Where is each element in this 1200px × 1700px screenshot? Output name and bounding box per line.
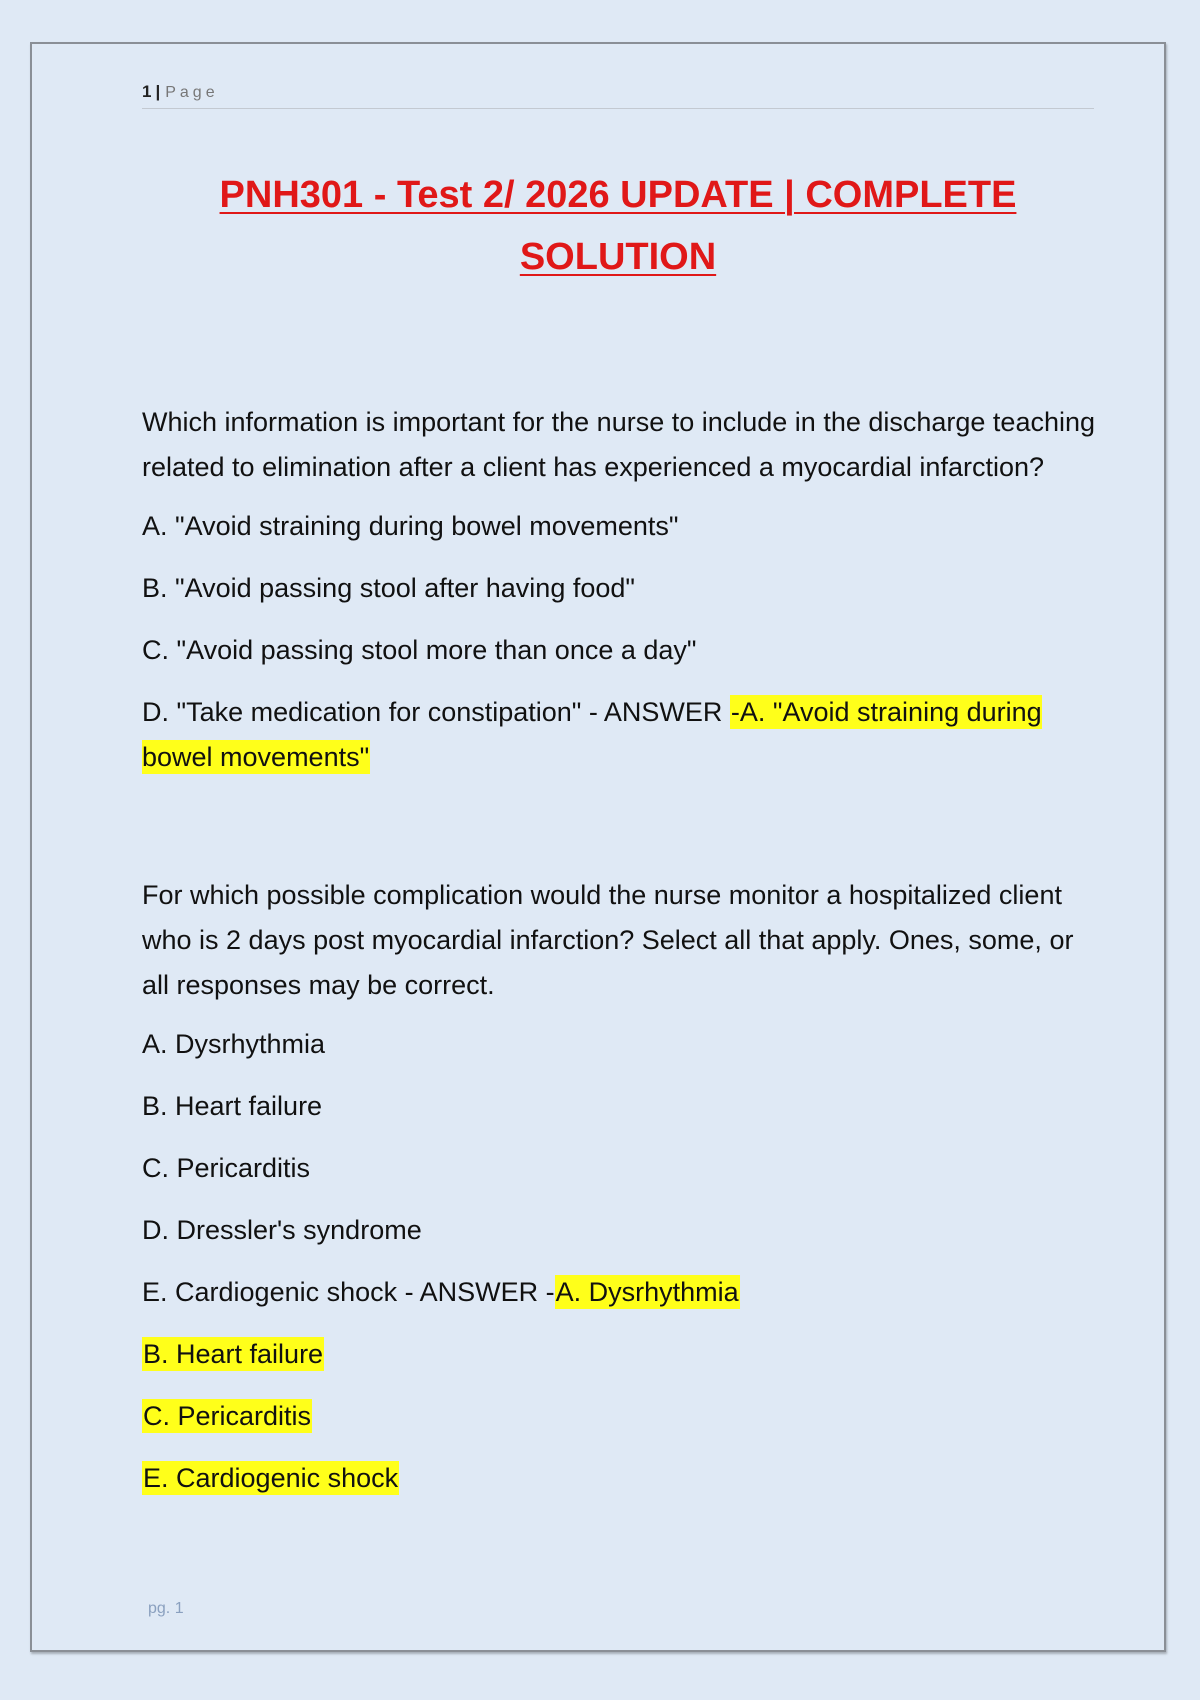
header-page-number: 1 [142, 82, 153, 101]
header-page-word: Page [165, 84, 219, 101]
answer-line [142, 1332, 1102, 1377]
option-c: C. Pericarditis [142, 1153, 311, 1183]
document-title: PNH301 - Test 2/ 2026 UPDATE | COMPLETE SOLUTION [219, 174, 1017, 278]
option-a: A. "Avoid straining during bowel movements" [142, 511, 679, 541]
question-spacer [142, 797, 1102, 873]
option-b: B. "Avoid passing stool after having food" [142, 573, 635, 603]
answer-line [142, 1456, 1102, 1501]
question-block-2 [142, 873, 1102, 1501]
page-footer: pg. 1 [148, 1600, 184, 1617]
document-body [142, 400, 1102, 1518]
question-text: Which information is important for the nurse to include in the discharge teaching related to elimination after a client has experienced a myocardial infarction? [142, 407, 1096, 482]
option-e [142, 1270, 1102, 1315]
answer-line [142, 1394, 1102, 1439]
document-page [30, 42, 1166, 1652]
answer-highlight: -A. "Avoid straining during bowel movements" [142, 697, 1042, 772]
option-b: B. Heart failure [142, 1091, 323, 1121]
question-block-1 [142, 400, 1102, 780]
option-e-text: E. Cardiogenic shock - ANSWER - [142, 1277, 555, 1307]
option-c: C. "Avoid passing stool more than once a day" [142, 635, 697, 665]
answer-highlight: E. Cardiogenic shock [143, 1463, 399, 1493]
question-text: For which possible complication would the nurse monitor a hospitalized client who is 2 days post myocardial infarction? Select all that apply. Ones, some, or all responses may be correct. [142, 880, 1074, 1000]
answer-highlight: C. Pericarditis [143, 1401, 312, 1431]
option-a: A. Dysrhythmia [142, 1029, 326, 1059]
answer-highlight: A. Dysrhythmia [555, 1277, 739, 1307]
page-header [142, 82, 1094, 109]
option-d: D. Dressler's syndrome [142, 1215, 422, 1245]
option-d [142, 690, 1102, 780]
answer-highlight: B. Heart failure [143, 1339, 324, 1369]
header-separator: | [155, 82, 162, 101]
option-d-text: D. "Take medication for constipation" - ANSWER [142, 697, 730, 727]
